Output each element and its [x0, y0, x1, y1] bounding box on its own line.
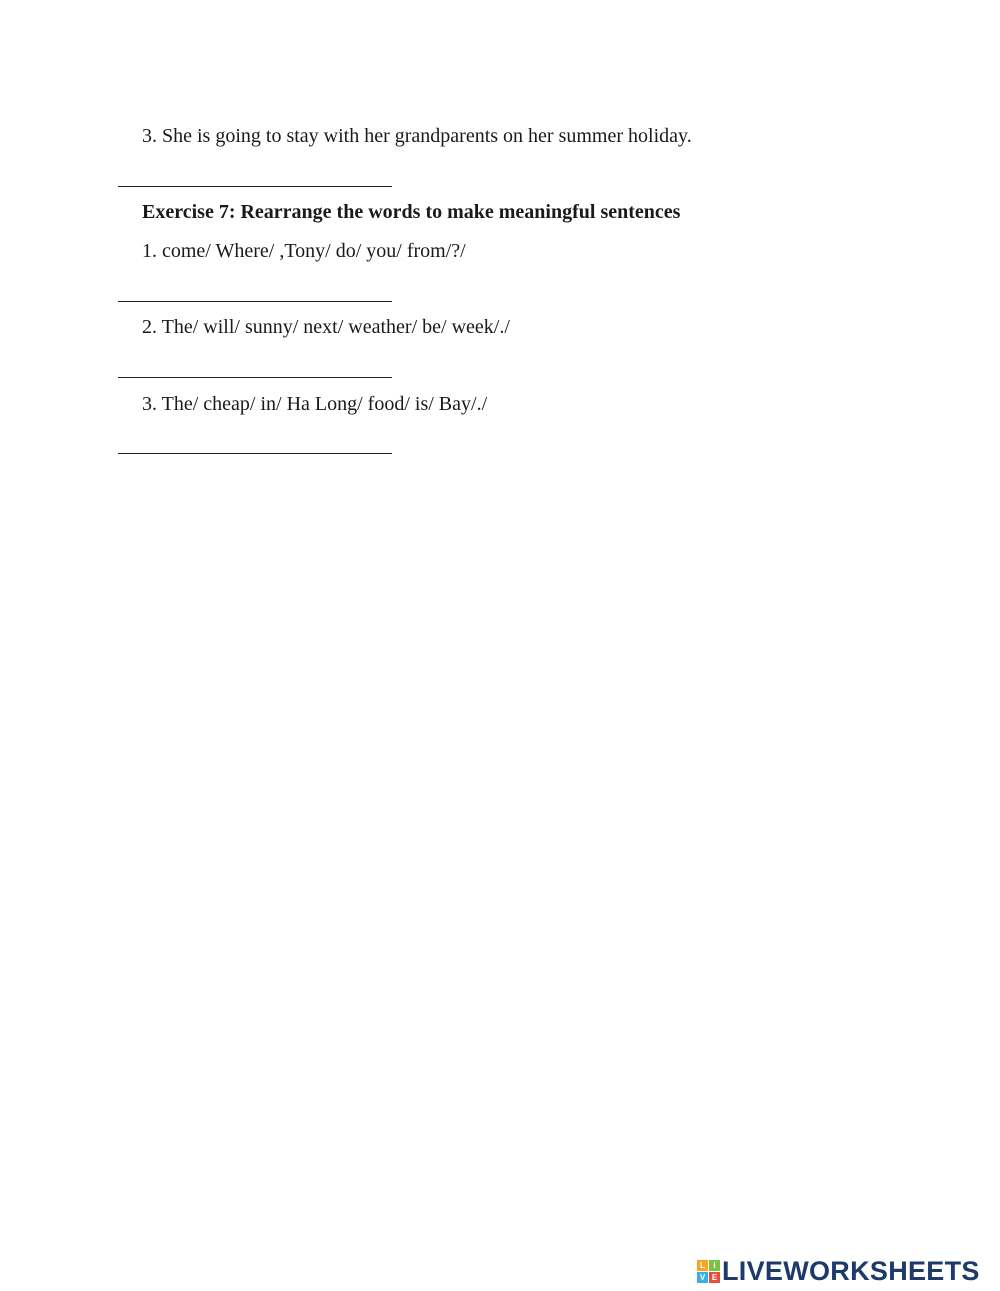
exercise-item-1: 1. come/ Where/ ,Tony/ do/ you/ from/?/	[142, 240, 466, 262]
logo-block-i: I	[709, 1260, 720, 1271]
logo-blocks-icon	[697, 1260, 720, 1283]
answer-line-previous[interactable]	[118, 186, 392, 187]
answer-line-1[interactable]	[118, 301, 392, 302]
answer-line-2[interactable]	[118, 377, 392, 378]
exercise-title: Exercise 7: Rearrange the words to make meaningful sentences	[142, 201, 681, 223]
logo-text: LIVEWORKSHEETS	[722, 1255, 980, 1286]
logo-block-e: E	[709, 1272, 720, 1283]
liveworksheets-logo	[697, 1256, 980, 1286]
previous-exercise-item: 3. She is going to stay with her grandparents on her summer holiday.	[142, 125, 692, 147]
exercise-item-3: 3. The/ cheap/ in/ Ha Long/ food/ is/ Bay/./	[142, 393, 488, 415]
logo-block-l: L	[697, 1260, 708, 1271]
answer-line-3[interactable]	[118, 453, 392, 454]
exercise-item-2: 2. The/ will/ sunny/ next/ weather/ be/ week/./	[142, 316, 510, 338]
logo-block-v: V	[697, 1272, 708, 1283]
